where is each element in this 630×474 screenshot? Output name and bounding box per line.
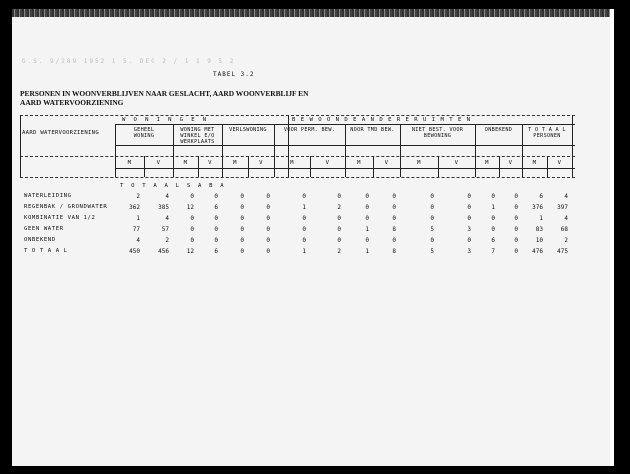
row-header-label: AARD WATERVOORZIENING <box>22 130 100 136</box>
table-cell: 0 <box>214 193 218 200</box>
table-right-edge <box>572 115 573 177</box>
column-header-6-line-1: NIET BEST. VOOR <box>411 127 464 133</box>
table-cell: 0 <box>190 226 194 233</box>
table-cell: 0 <box>514 193 518 200</box>
column-header-5-line-1: NOOR TMD BEW. <box>350 127 395 133</box>
table-left-edge <box>20 115 21 177</box>
row-label: REGENBAK / GRONDWATER <box>24 204 108 210</box>
table-cell: 0 <box>467 237 471 244</box>
table-cell: 0 <box>430 237 434 244</box>
column-header-3-line-1: VERLSWONING <box>229 127 267 133</box>
table-cell: 0 <box>467 204 471 211</box>
sex-label: M <box>233 160 237 166</box>
table-cell: 0 <box>302 215 306 222</box>
table-cell: 0 <box>266 215 270 222</box>
sex-label: V <box>325 160 330 166</box>
table-number: TABEL 3.2 <box>213 71 255 78</box>
table-cell: 0 <box>337 237 341 244</box>
table-cell: 0 <box>214 237 218 244</box>
table-cell: 6 <box>539 193 543 200</box>
table-cell: 0 <box>302 237 306 244</box>
table-cell: 0 <box>467 193 471 200</box>
sex-label: V <box>384 160 389 166</box>
table-cell: 1 <box>539 215 543 222</box>
sex-label: V <box>508 160 513 166</box>
table-cell: 1 <box>491 204 495 211</box>
sex-label: M <box>183 160 188 166</box>
table-cell: 0 <box>302 193 306 200</box>
table-cell: 0 <box>514 248 518 255</box>
table-cell: 397 <box>557 204 568 211</box>
table-cell: 0 <box>337 226 341 233</box>
table-cell: 4 <box>165 193 169 200</box>
column-header-8-line-2: PERSONEN <box>533 133 561 139</box>
table-cell: 0 <box>266 193 270 200</box>
table-cell: 0 <box>467 215 471 222</box>
table-cell: 0 <box>514 204 518 211</box>
table-cell: 0 <box>365 215 369 222</box>
column-header-4-line-1: VOOR PERM. BEW. <box>283 127 336 133</box>
table-cell: 4 <box>564 215 568 222</box>
table-cell: 5 <box>430 248 434 255</box>
table-cell: 8 <box>392 226 396 233</box>
table-cell: 0 <box>240 193 244 200</box>
column-header-1-line-2: WONING <box>133 133 155 139</box>
table-cell: 0 <box>337 215 341 222</box>
sex-label: M <box>417 160 421 166</box>
table-top-rule <box>20 115 575 116</box>
table-cell: 2 <box>136 193 140 200</box>
column-header-6-line-2: BEWONING <box>423 133 452 139</box>
column-header-2-line-1: WONING MET <box>180 127 215 133</box>
sex-label: M <box>357 160 361 166</box>
table-cell: 4 <box>136 237 140 244</box>
column-header-2-line-3: WERKPLAATS <box>180 139 215 145</box>
sex-label: M <box>532 160 537 166</box>
subheader-rule <box>20 156 575 157</box>
table-cell: 0 <box>214 215 218 222</box>
sex-label: M <box>290 160 294 166</box>
table-cell: 376 <box>532 204 543 211</box>
table-cell: 0 <box>430 204 434 211</box>
row-label: GEEN WATER <box>24 226 64 232</box>
table-cell: 0 <box>240 248 244 255</box>
table-cell: 0 <box>491 215 495 222</box>
table-cell: 0 <box>214 226 218 233</box>
title-line-1: PERSONEN IN WOONVERBLIJVEN NAAR GESLACHT, AARD WOONVERBLIJF EN <box>20 89 309 98</box>
table-cell: 1 <box>365 248 369 255</box>
bewoonde-group-title: B E W O O N D E A N D E R E R U I M T E N <box>292 117 472 123</box>
table-cell: 0 <box>365 193 369 200</box>
table-cell: 12 <box>186 248 194 255</box>
table-cell: 3 <box>467 248 471 255</box>
column-header-7-line-1: ONBEKEND <box>484 127 513 133</box>
table-cell: 0 <box>365 204 369 211</box>
table-cell: 4 <box>165 215 169 222</box>
table-cell: 0 <box>514 226 518 233</box>
table-cell: 0 <box>302 226 306 233</box>
table-cell: 7 <box>491 248 495 255</box>
table-cell: 450 <box>129 248 140 255</box>
table-cell: 0 <box>266 248 270 255</box>
sex-label: V <box>259 160 263 166</box>
table-cell: 0 <box>266 226 270 233</box>
row-label: KOMBINATIE VAN 1/2 <box>24 215 96 221</box>
table-cell: 0 <box>365 237 369 244</box>
table-cell: 0 <box>190 215 194 222</box>
table-cell: 4 <box>564 193 568 200</box>
sex-label: V <box>454 160 459 166</box>
table-cell: 0 <box>266 204 270 211</box>
table-cell: 68 <box>560 226 568 233</box>
table-cell: 2 <box>337 204 341 211</box>
table-cell: 83 <box>535 226 543 233</box>
table-cell: 3 <box>467 226 471 233</box>
table-cell: 0 <box>430 215 434 222</box>
column-header-1-line-1: GEHEEL <box>133 127 155 133</box>
table-cell: 0 <box>392 204 396 211</box>
table-cell: 1 <box>302 204 306 211</box>
table-cell: 10 <box>535 237 543 244</box>
table-cell: 0 <box>266 237 270 244</box>
table-cell: 57 <box>161 226 169 233</box>
table-cell: 2 <box>165 237 169 244</box>
table-cell: 456 <box>158 248 169 255</box>
sex-label: M <box>127 160 132 166</box>
sex-label: V <box>156 160 161 166</box>
row-label: WATERLEIDING <box>24 193 72 199</box>
sex-label: V <box>557 160 562 166</box>
table-cell: 385 <box>158 204 169 211</box>
table-cell: 6 <box>214 248 218 255</box>
table-cell: 0 <box>392 193 396 200</box>
body-top-rule <box>20 177 575 178</box>
title-line-2: AARD WATERVOORZIENING <box>20 98 124 107</box>
table-cell: 8 <box>392 248 396 255</box>
table-cell: 362 <box>129 204 140 211</box>
table-cell: 5 <box>430 226 434 233</box>
table-cell: 0 <box>190 193 194 200</box>
table-cell: 0 <box>514 237 518 244</box>
table-cell: 6 <box>214 204 218 211</box>
table-cell: 0 <box>190 237 194 244</box>
document-page <box>12 9 614 466</box>
sex-label: M <box>485 160 489 166</box>
faint-stamp: G.S. 9/289 1952 1 5. DEC 2 / 1 1 9 5 2 <box>22 58 236 65</box>
column-header-2-line-2: WINKEL E/O <box>180 133 215 139</box>
table-cell: 0 <box>491 193 495 200</box>
table-cell: 77 <box>132 226 140 233</box>
sex-label: V <box>208 160 212 166</box>
table-cell: 1 <box>365 226 369 233</box>
table-cell: 0 <box>514 215 518 222</box>
section-label: T O T A A L S A B A <box>120 183 226 189</box>
row-label: ONBEKEND <box>24 237 56 243</box>
table-cell: 6 <box>491 237 495 244</box>
table-cell: 0 <box>430 193 434 200</box>
table-cell: 0 <box>240 237 244 244</box>
table-cell: 2 <box>337 248 341 255</box>
table-cell: 475 <box>557 248 568 255</box>
table-cell: 0 <box>392 215 396 222</box>
table-cell: 0 <box>491 226 495 233</box>
group-divider <box>288 115 289 177</box>
table-cell: 0 <box>240 226 244 233</box>
table-title <box>20 89 350 107</box>
table-cell: 1 <box>136 215 140 222</box>
table-cell: 476 <box>532 248 543 255</box>
table-cell: 0 <box>392 237 396 244</box>
column-header-8-line-1: T O T A A L <box>528 127 566 133</box>
table-cell: 1 <box>302 248 306 255</box>
table-cell: 0 <box>240 204 244 211</box>
row-label: T O T A A L <box>24 248 68 254</box>
table-cell: 2 <box>564 237 568 244</box>
woningen-group-title: W O N I N G E N <box>122 117 209 123</box>
table-cell: 12 <box>186 204 194 211</box>
scan-edge <box>12 9 610 17</box>
table-cell: 0 <box>240 215 244 222</box>
table-cell: 0 <box>337 193 341 200</box>
